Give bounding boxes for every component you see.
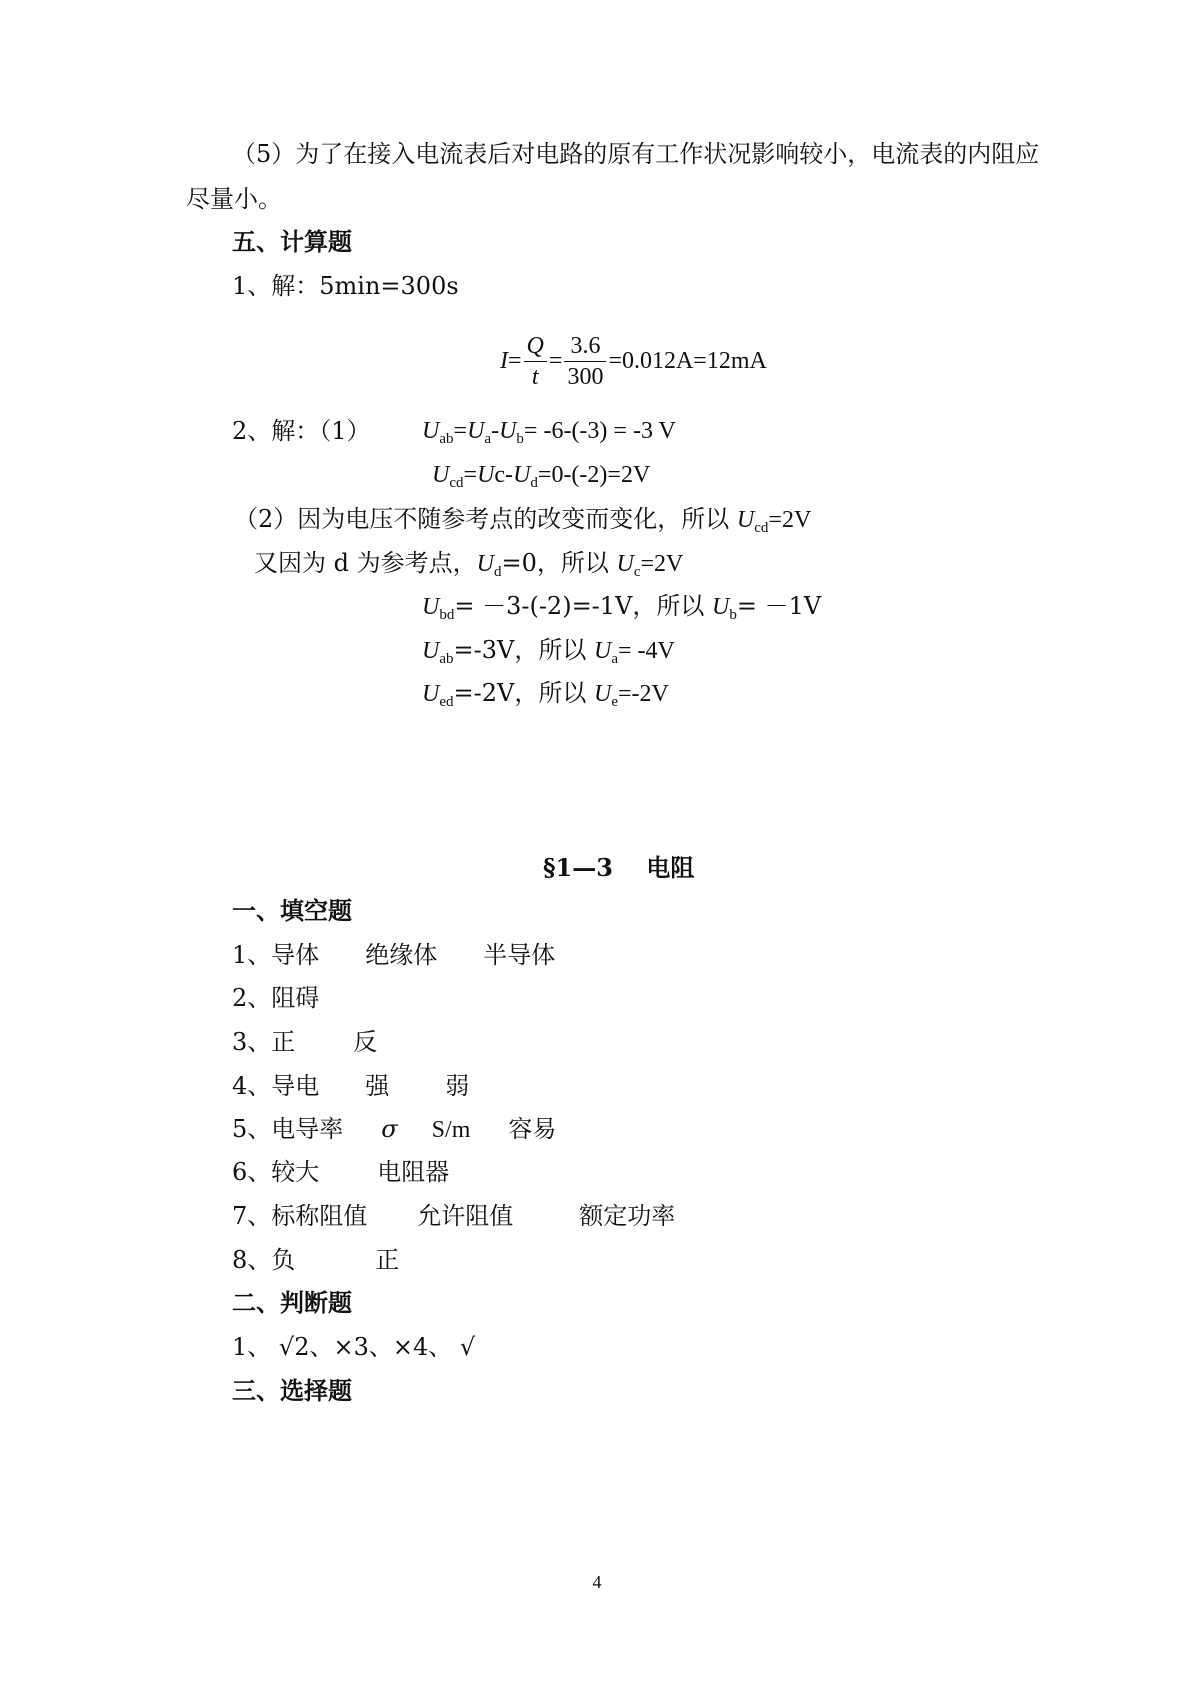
formula-eq-2: = (548, 347, 563, 374)
fill-item-7: 7、标称阻值 允许阻值 额定功率 (232, 1202, 676, 1230)
calc-1-intro: 1、解：5min=300s (232, 272, 459, 300)
calc-2-intro: 2、解：（1） (232, 417, 371, 445)
fill-item-4: 4、导电 强 弱 (232, 1072, 470, 1100)
fraction-denominator-value: 300 (567, 363, 604, 390)
paragraph-5-line-1: （5）为了在接入电流表后对电路的原有工作状况影响较小，电流表的内阻应 (232, 140, 1040, 168)
equation-ued: $U_{ed}=-2V$，所以 $U_e=-2V$ (422, 679, 669, 710)
equation-uab: $U_{ab}=U_a-U_b= -6-(-3) = -3$ V (422, 418, 676, 447)
calc-2-part-2-line-1: （2）因为电压不随参考点的改变而变化，所以 $U_{cd}=2V$ (234, 505, 812, 536)
paragraph-5-line-2: 尽量小。 (186, 185, 282, 213)
fraction-denominator-t: t (531, 363, 539, 390)
true-false-answers: 1、 √2、×3、×4、 √ (232, 1333, 476, 1361)
equation-ucd: $U_{cd}=Uc-U_d=0-(-2)=2V$ (432, 462, 651, 491)
fill-item-2: 2、阻碍 (232, 984, 320, 1012)
fraction-q-over-t (524, 331, 547, 392)
fill-item-5: 5、电导率 σ S/m 容易 (232, 1115, 557, 1143)
section-heading-calculation: 五、计算题 (232, 227, 352, 256)
calc-2-part-2-line-2: 又因为 d 为参考点，$U_d=0$，所以 $U_c=2V$ (254, 549, 684, 580)
current-formula (500, 328, 767, 394)
formula-I: I (500, 347, 508, 374)
section-title: §1—3 电阻 (543, 853, 695, 882)
fill-item-3: 3、正 反 (232, 1028, 378, 1056)
equation-uab-result: $U_{ab}=-3V$，所以 $U_a= -4V$ (422, 636, 675, 667)
formula-result: =0.012A=12mA (608, 347, 767, 374)
fill-item-1: 1、导体 绝缘体 半导体 (232, 941, 556, 969)
fraction-numerator-value: 3.6 (570, 332, 601, 359)
equation-ubd: $U_{bd}= -3-(-2)=-1V$，所以 $U_b= -1V$ (422, 592, 822, 623)
fill-item-6: 6、较大 电阻器 (232, 1158, 450, 1186)
fraction-numerator-q: Q (526, 332, 544, 359)
fill-item-8: 8、负 正 (232, 1246, 400, 1274)
fraction-values (564, 331, 606, 392)
formula-eq-1: = (508, 347, 522, 374)
multiple-choice-heading: 三、选择题 (232, 1376, 352, 1405)
true-false-heading: 二、判断题 (232, 1288, 352, 1317)
page-number: 4 (592, 1572, 602, 1592)
fill-blank-heading: 一、填空题 (232, 896, 352, 925)
